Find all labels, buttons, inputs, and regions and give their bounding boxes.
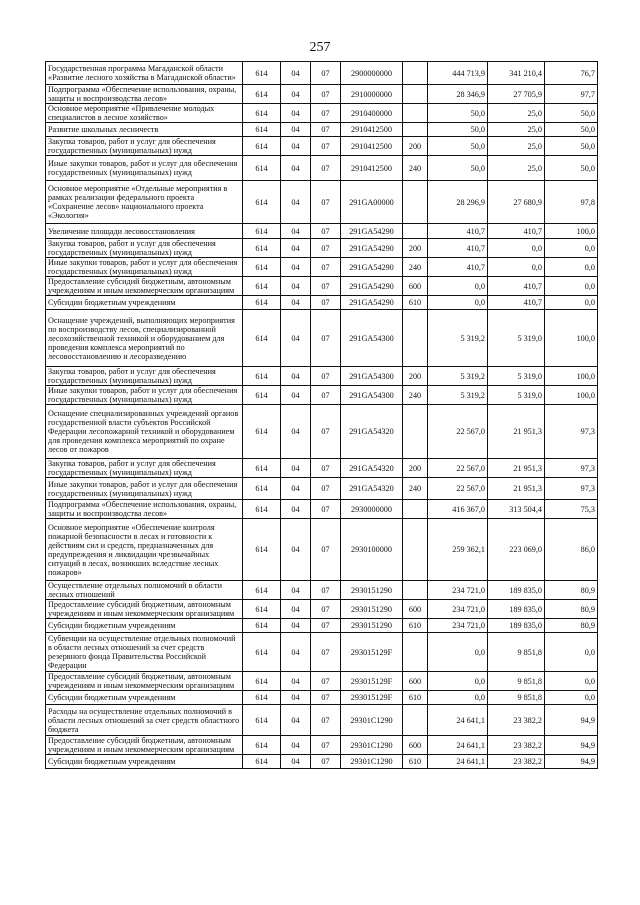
expense-type-code: 610 — [403, 296, 428, 310]
actual-amount: 9 851,8 — [488, 672, 545, 691]
subsection-code: 07 — [311, 500, 341, 519]
section-code: 04 — [281, 459, 311, 478]
row-name: Основное мероприятие «Обеспечение контроля пожарной безопасности в лесах и готовности к действиям сил и средств, предназначенных для предупреждения и ликвидации чрезвычайных ситуаций в лесах, возникших вследствие лесных пожаров» — [46, 519, 243, 581]
execution-percent: 94,9 — [545, 755, 598, 769]
row-name: Субвенции на осуществление отдельных полномочий в области лесных отношений за счет средств резервного фонда Правительства Российской Федерации — [46, 633, 243, 672]
expense-type-code — [403, 85, 428, 104]
subsection-code: 07 — [311, 600, 341, 619]
planned-amount: 234 721,0 — [428, 619, 488, 633]
subsection-code: 07 — [311, 296, 341, 310]
actual-amount: 5 319,0 — [488, 310, 545, 367]
table-row — [46, 181, 598, 224]
section-code: 04 — [281, 296, 311, 310]
ministry-code: 614 — [243, 600, 281, 619]
target-article-code: 2910412500 — [341, 123, 403, 137]
actual-amount: 0,0 — [488, 239, 545, 258]
planned-amount: 5 319,2 — [428, 367, 488, 386]
ministry-code: 614 — [243, 736, 281, 755]
actual-amount: 21 951,3 — [488, 478, 545, 500]
expense-type-code — [403, 519, 428, 581]
table-row — [46, 386, 598, 405]
execution-percent: 76,7 — [545, 62, 598, 85]
target-article-code: 291GA54300 — [341, 386, 403, 405]
table-row — [46, 62, 598, 85]
actual-amount: 223 069,0 — [488, 519, 545, 581]
target-article-code: 2930151290 — [341, 581, 403, 600]
row-name: Государственная программа Магаданской области «Развитие лесного хозяйства в Магаданской области» — [46, 62, 243, 85]
planned-amount: 410,7 — [428, 239, 488, 258]
ministry-code: 614 — [243, 239, 281, 258]
row-name: Основное мероприятие «Привлечение молодых специалистов в лесное хозяйство» — [46, 104, 243, 123]
table-row — [46, 459, 598, 478]
section-code: 04 — [281, 519, 311, 581]
section-code: 04 — [281, 310, 311, 367]
actual-amount: 9 851,8 — [488, 633, 545, 672]
subsection-code: 07 — [311, 581, 341, 600]
row-name: Субсидии бюджетным учреждениям — [46, 755, 243, 769]
section-code: 04 — [281, 633, 311, 672]
ministry-code: 614 — [243, 224, 281, 239]
expense-type-code: 600 — [403, 277, 428, 296]
row-name: Субсидии бюджетным учреждениям — [46, 691, 243, 705]
subsection-code: 07 — [311, 705, 341, 736]
table-row — [46, 224, 598, 239]
actual-amount: 27 680,9 — [488, 181, 545, 224]
target-article-code: 2910412500 — [341, 156, 403, 181]
section-code: 04 — [281, 62, 311, 85]
actual-amount: 313 504,4 — [488, 500, 545, 519]
section-code: 04 — [281, 367, 311, 386]
execution-percent: 97,8 — [545, 181, 598, 224]
row-name: Расходы на осуществление отдельных полномочий в области лесных отношений за счет средств областного бюджета — [46, 705, 243, 736]
planned-amount: 444 713,9 — [428, 62, 488, 85]
expense-type-code: 610 — [403, 691, 428, 705]
target-article-code: 291GA54290 — [341, 224, 403, 239]
actual-amount: 25,0 — [488, 104, 545, 123]
execution-percent: 0,0 — [545, 239, 598, 258]
expense-type-code: 610 — [403, 619, 428, 633]
row-name: Развитие школьных лесничеств — [46, 123, 243, 137]
actual-amount: 9 851,8 — [488, 691, 545, 705]
subsection-code: 07 — [311, 755, 341, 769]
subsection-code: 07 — [311, 519, 341, 581]
subsection-code: 07 — [311, 224, 341, 239]
actual-amount: 410,7 — [488, 277, 545, 296]
row-name: Подпрограмма «Обеспечение использования, охраны, защиты и воспроизводства лесов» — [46, 500, 243, 519]
table-row — [46, 296, 598, 310]
actual-amount: 410,7 — [488, 296, 545, 310]
planned-amount: 24 641,1 — [428, 755, 488, 769]
planned-amount: 410,7 — [428, 224, 488, 239]
expense-type-code — [403, 405, 428, 459]
table-row — [46, 367, 598, 386]
expense-type-code — [403, 633, 428, 672]
section-code: 04 — [281, 386, 311, 405]
ministry-code: 614 — [243, 181, 281, 224]
row-name: Субсидии бюджетным учреждениям — [46, 296, 243, 310]
row-name: Предоставление субсидий бюджетным, автономным учреждениям и иным некоммерческим организациям — [46, 736, 243, 755]
section-code: 04 — [281, 500, 311, 519]
planned-amount: 0,0 — [428, 691, 488, 705]
target-article-code: 293015129F — [341, 633, 403, 672]
ministry-code: 614 — [243, 85, 281, 104]
subsection-code: 07 — [311, 277, 341, 296]
expense-type-code: 240 — [403, 386, 428, 405]
execution-percent: 97,3 — [545, 405, 598, 459]
planned-amount: 5 319,2 — [428, 310, 488, 367]
table-row — [46, 104, 598, 123]
ministry-code: 614 — [243, 581, 281, 600]
ministry-code: 614 — [243, 405, 281, 459]
table-row — [46, 478, 598, 500]
planned-amount: 28 346,9 — [428, 85, 488, 104]
table-row — [46, 672, 598, 691]
execution-percent: 97,3 — [545, 478, 598, 500]
planned-amount: 22 567,0 — [428, 459, 488, 478]
target-article-code: 2910000000 — [341, 85, 403, 104]
row-name: Осуществление отдельных полномочий в области лесных отношений — [46, 581, 243, 600]
row-name: Иные закупки товаров, работ и услуг для обеспечения государственных (муниципальных) нужд — [46, 156, 243, 181]
table-row — [46, 277, 598, 296]
table-row — [46, 519, 598, 581]
execution-percent: 100,0 — [545, 310, 598, 367]
subsection-code: 07 — [311, 310, 341, 367]
execution-percent: 80,9 — [545, 600, 598, 619]
actual-amount: 189 835,0 — [488, 619, 545, 633]
ministry-code: 614 — [243, 459, 281, 478]
table-row — [46, 705, 598, 736]
planned-amount: 0,0 — [428, 672, 488, 691]
execution-percent: 0,0 — [545, 258, 598, 277]
expense-type-code: 200 — [403, 367, 428, 386]
table-row — [46, 736, 598, 755]
target-article-code: 291GA54300 — [341, 367, 403, 386]
execution-percent: 0,0 — [545, 691, 598, 705]
expense-type-code — [403, 705, 428, 736]
expense-type-code — [403, 500, 428, 519]
ministry-code: 614 — [243, 386, 281, 405]
table-row — [46, 755, 598, 769]
execution-percent: 50,0 — [545, 104, 598, 123]
target-article-code: 291GA54300 — [341, 310, 403, 367]
row-name: Иные закупки товаров, работ и услуг для обеспечения государственных (муниципальных) нужд — [46, 258, 243, 277]
row-name: Оснащение учреждений, выполняющих мероприятия по воспроизводству лесов, специализированной лесохозяйственной техникой и оборудованием для проведения комплекса мероприятий по лесовосстановлению и лесоразведению — [46, 310, 243, 367]
section-code: 04 — [281, 156, 311, 181]
expense-type-code — [403, 104, 428, 123]
table-row — [46, 239, 598, 258]
actual-amount: 23 382,2 — [488, 755, 545, 769]
execution-percent: 97,3 — [545, 459, 598, 478]
table-row — [46, 310, 598, 367]
expense-type-code — [403, 123, 428, 137]
ministry-code: 614 — [243, 691, 281, 705]
execution-percent: 75,3 — [545, 500, 598, 519]
execution-percent: 0,0 — [545, 672, 598, 691]
section-code: 04 — [281, 258, 311, 277]
execution-percent: 50,0 — [545, 156, 598, 181]
section-code: 04 — [281, 181, 311, 224]
row-name: Закупка товаров, работ и услуг для обеспечения государственных (муниципальных) нужд — [46, 239, 243, 258]
planned-amount: 416 367,0 — [428, 500, 488, 519]
section-code: 04 — [281, 755, 311, 769]
planned-amount: 50,0 — [428, 137, 488, 156]
subsection-code: 07 — [311, 123, 341, 137]
execution-percent: 86,0 — [545, 519, 598, 581]
subsection-code: 07 — [311, 156, 341, 181]
section-code: 04 — [281, 478, 311, 500]
section-code: 04 — [281, 137, 311, 156]
target-article-code: 2910412500 — [341, 137, 403, 156]
planned-amount: 24 641,1 — [428, 705, 488, 736]
subsection-code: 07 — [311, 691, 341, 705]
subsection-code: 07 — [311, 619, 341, 633]
table-row — [46, 691, 598, 705]
execution-percent: 94,9 — [545, 736, 598, 755]
expense-type-code — [403, 62, 428, 85]
expense-type-code — [403, 581, 428, 600]
row-name: Подпрограмма «Обеспечение использования, охраны, защиты и воспроизводства лесов» — [46, 85, 243, 104]
ministry-code: 614 — [243, 156, 281, 181]
actual-amount: 25,0 — [488, 156, 545, 181]
row-name: Иные закупки товаров, работ и услуг для обеспечения государственных (муниципальных) нужд — [46, 478, 243, 500]
subsection-code: 07 — [311, 386, 341, 405]
table-body — [46, 62, 598, 769]
execution-percent: 0,0 — [545, 277, 598, 296]
target-article-code: 291GA54320 — [341, 478, 403, 500]
target-article-code: 291GA54320 — [341, 405, 403, 459]
planned-amount: 0,0 — [428, 633, 488, 672]
row-name: Предоставление субсидий бюджетным, автономным учреждениям и иным некоммерческим организациям — [46, 277, 243, 296]
subsection-code: 07 — [311, 478, 341, 500]
subsection-code: 07 — [311, 405, 341, 459]
execution-percent: 97,7 — [545, 85, 598, 104]
expense-type-code — [403, 310, 428, 367]
ministry-code: 614 — [243, 500, 281, 519]
table-row — [46, 137, 598, 156]
planned-amount: 234 721,0 — [428, 581, 488, 600]
target-article-code: 291GA00000 — [341, 181, 403, 224]
subsection-code: 07 — [311, 239, 341, 258]
section-code: 04 — [281, 691, 311, 705]
expense-type-code: 200 — [403, 137, 428, 156]
execution-percent: 0,0 — [545, 633, 598, 672]
expense-type-code — [403, 224, 428, 239]
table-row — [46, 123, 598, 137]
planned-amount: 50,0 — [428, 123, 488, 137]
subsection-code: 07 — [311, 459, 341, 478]
section-code: 04 — [281, 277, 311, 296]
execution-percent: 94,9 — [545, 705, 598, 736]
target-article-code: 293015129F — [341, 672, 403, 691]
ministry-code: 614 — [243, 123, 281, 137]
expense-type-code: 600 — [403, 672, 428, 691]
actual-amount: 21 951,3 — [488, 459, 545, 478]
actual-amount: 5 319,0 — [488, 367, 545, 386]
actual-amount: 189 835,0 — [488, 600, 545, 619]
section-code: 04 — [281, 104, 311, 123]
row-name: Иные закупки товаров, работ и услуг для обеспечения государственных (муниципальных) нужд — [46, 386, 243, 405]
target-article-code: 29301C1290 — [341, 755, 403, 769]
table-row — [46, 156, 598, 181]
subsection-code: 07 — [311, 181, 341, 224]
budget-table — [45, 61, 598, 769]
expense-type-code — [403, 181, 428, 224]
execution-percent: 50,0 — [545, 123, 598, 137]
target-article-code: 2910400000 — [341, 104, 403, 123]
planned-amount: 0,0 — [428, 277, 488, 296]
section-code: 04 — [281, 405, 311, 459]
execution-percent: 100,0 — [545, 224, 598, 239]
expense-type-code: 200 — [403, 459, 428, 478]
table-row — [46, 581, 598, 600]
actual-amount: 23 382,2 — [488, 736, 545, 755]
row-name: Предоставление субсидий бюджетным, автономным учреждениям и иным некоммерческим организациям — [46, 672, 243, 691]
target-article-code: 2930000000 — [341, 500, 403, 519]
ministry-code: 614 — [243, 367, 281, 386]
ministry-code: 614 — [243, 705, 281, 736]
execution-percent: 0,0 — [545, 296, 598, 310]
section-code: 04 — [281, 736, 311, 755]
target-article-code: 291GA54290 — [341, 277, 403, 296]
actual-amount: 27 705,9 — [488, 85, 545, 104]
ministry-code: 614 — [243, 478, 281, 500]
ministry-code: 614 — [243, 310, 281, 367]
target-article-code: 29301C1290 — [341, 705, 403, 736]
target-article-code: 291GA54320 — [341, 459, 403, 478]
target-article-code: 293015129F — [341, 691, 403, 705]
actual-amount: 23 382,2 — [488, 705, 545, 736]
table-row — [46, 600, 598, 619]
planned-amount: 234 721,0 — [428, 600, 488, 619]
ministry-code: 614 — [243, 633, 281, 672]
execution-percent: 100,0 — [545, 367, 598, 386]
actual-amount: 0,0 — [488, 258, 545, 277]
row-name: Субсидии бюджетным учреждениям — [46, 619, 243, 633]
actual-amount: 25,0 — [488, 123, 545, 137]
table-row — [46, 258, 598, 277]
section-code: 04 — [281, 600, 311, 619]
expense-type-code: 240 — [403, 478, 428, 500]
subsection-code: 07 — [311, 62, 341, 85]
expense-type-code: 240 — [403, 156, 428, 181]
row-name: Предоставление субсидий бюджетным, автономным учреждениям и иным некоммерческим организациям — [46, 600, 243, 619]
actual-amount: 21 951,3 — [488, 405, 545, 459]
section-code: 04 — [281, 619, 311, 633]
ministry-code: 614 — [243, 137, 281, 156]
row-name: Закупка товаров, работ и услуг для обеспечения государственных (муниципальных) нужд — [46, 367, 243, 386]
table-row — [46, 405, 598, 459]
page-number: 257 — [309, 40, 331, 55]
expense-type-code: 610 — [403, 755, 428, 769]
table-row — [46, 619, 598, 633]
subsection-code: 07 — [311, 85, 341, 104]
row-name: Закупка товаров, работ и услуг для обеспечения государственных (муниципальных) нужд — [46, 459, 243, 478]
target-article-code: 29301C1290 — [341, 736, 403, 755]
subsection-code: 07 — [311, 104, 341, 123]
subsection-code: 07 — [311, 137, 341, 156]
ministry-code: 614 — [243, 755, 281, 769]
ministry-code: 614 — [243, 62, 281, 85]
execution-percent: 80,9 — [545, 619, 598, 633]
subsection-code: 07 — [311, 672, 341, 691]
section-code: 04 — [281, 705, 311, 736]
section-code: 04 — [281, 239, 311, 258]
execution-percent: 80,9 — [545, 581, 598, 600]
row-name: Основное мероприятие «Отдельные мероприятия в рамках реализации федерального проекта «Сохранение лесов» национального проекта «Экология» — [46, 181, 243, 224]
planned-amount: 259 362,1 — [428, 519, 488, 581]
table-row — [46, 500, 598, 519]
target-article-code: 291GA54290 — [341, 258, 403, 277]
ministry-code: 614 — [243, 296, 281, 310]
target-article-code: 2900000000 — [341, 62, 403, 85]
actual-amount: 410,7 — [488, 224, 545, 239]
target-article-code: 2930151290 — [341, 619, 403, 633]
expense-type-code: 600 — [403, 600, 428, 619]
section-code: 04 — [281, 672, 311, 691]
actual-amount: 25,0 — [488, 137, 545, 156]
expense-type-code: 200 — [403, 239, 428, 258]
planned-amount: 28 296,9 — [428, 181, 488, 224]
expense-type-code: 600 — [403, 736, 428, 755]
ministry-code: 614 — [243, 258, 281, 277]
ministry-code: 614 — [243, 672, 281, 691]
section-code: 04 — [281, 85, 311, 104]
table-row — [46, 633, 598, 672]
expense-type-code: 240 — [403, 258, 428, 277]
actual-amount: 5 319,0 — [488, 386, 545, 405]
planned-amount: 5 319,2 — [428, 386, 488, 405]
row-name: Закупка товаров, работ и услуг для обеспечения государственных (муниципальных) нужд — [46, 137, 243, 156]
ministry-code: 614 — [243, 619, 281, 633]
planned-amount: 22 567,0 — [428, 478, 488, 500]
target-article-code: 291GA54290 — [341, 296, 403, 310]
target-article-code: 2930100000 — [341, 519, 403, 581]
section-code: 04 — [281, 123, 311, 137]
row-name: Увеличение площади лесовосстановления — [46, 224, 243, 239]
actual-amount: 341 210,4 — [488, 62, 545, 85]
planned-amount: 410,7 — [428, 258, 488, 277]
target-article-code: 2930151290 — [341, 600, 403, 619]
subsection-code: 07 — [311, 736, 341, 755]
planned-amount: 50,0 — [428, 156, 488, 181]
subsection-code: 07 — [311, 633, 341, 672]
planned-amount: 24 641,1 — [428, 736, 488, 755]
planned-amount: 22 567,0 — [428, 405, 488, 459]
subsection-code: 07 — [311, 367, 341, 386]
table-row — [46, 85, 598, 104]
planned-amount: 0,0 — [428, 296, 488, 310]
target-article-code: 291GA54290 — [341, 239, 403, 258]
ministry-code: 614 — [243, 519, 281, 581]
ministry-code: 614 — [243, 104, 281, 123]
execution-percent: 50,0 — [545, 137, 598, 156]
section-code: 04 — [281, 581, 311, 600]
ministry-code: 614 — [243, 277, 281, 296]
actual-amount: 189 835,0 — [488, 581, 545, 600]
section-code: 04 — [281, 224, 311, 239]
planned-amount: 50,0 — [428, 104, 488, 123]
subsection-code: 07 — [311, 258, 341, 277]
row-name: Оснащение специализированных учреждений органов государственной власти субъектов Российской Федерации лесопожарной техникой и оборудованием для проведения комплекса мероприятий по охране лесов от пожаров — [46, 405, 243, 459]
execution-percent: 100,0 — [545, 386, 598, 405]
